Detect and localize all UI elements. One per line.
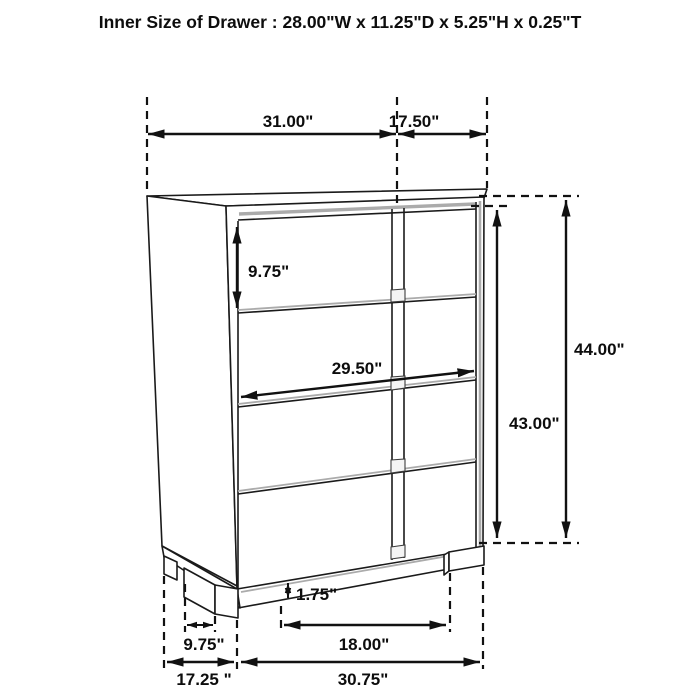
handle-notch-3: [391, 459, 405, 473]
handle-notch-1: [391, 289, 405, 302]
diagram-title: Inner Size of Drawer : 28.00"W x 11.25"D x 5.25"H x 0.25"T: [98, 12, 582, 32]
dim-label-overall-height: 44.00": [574, 340, 625, 359]
dim-label-side-leg-spacing: 9.75": [183, 635, 225, 654]
handle-notch-4: [391, 545, 405, 559]
front-left-leg-front: [215, 585, 238, 618]
cabinet-left-side-panel: [147, 196, 237, 586]
cabinet-drawing: [147, 189, 487, 618]
dim-label-base-width: 30.75": [337, 670, 389, 689]
dim-label-top-width: 31.00": [262, 112, 314, 131]
dim-label-case-height: 43.00": [509, 414, 560, 433]
dim-label-top-drawer-height: 9.75": [248, 262, 290, 281]
dim-label-drawer-front-width: 29.50": [331, 359, 383, 378]
dim-label-top-depth: 17.50": [388, 112, 440, 131]
dim-label-front-leg-opening: 18.00": [338, 635, 390, 654]
dim-label-base-depth: 17.25 ": [176, 670, 232, 689]
dim-label-base-rail-height: 1.75": [296, 585, 338, 604]
